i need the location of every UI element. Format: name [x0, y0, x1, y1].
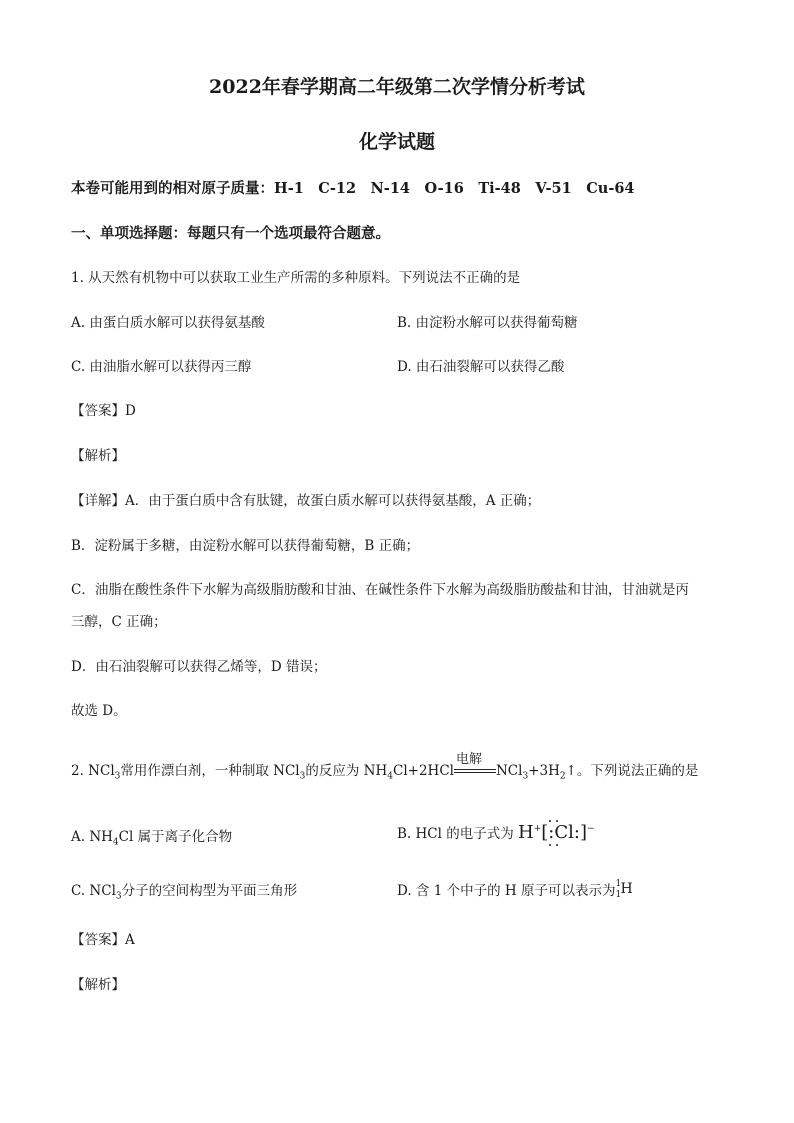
q1-option-a: A. 由蛋白质水解可以获得氨基酸 — [71, 315, 265, 331]
electron-dot — [556, 844, 558, 846]
q1-answer — [71, 399, 136, 419]
atomic-masses-line: 本卷可能用到的相对原子质量：H-1 C-12 N-14 O-16 Ti-48 V-51 Cu-64 — [71, 180, 635, 197]
electron-dot — [556, 820, 558, 822]
q2-stem-part3: Cl+2HCl — [393, 763, 454, 779]
subscript: 4 — [112, 837, 119, 848]
q1-detail-b: B．淀粉属于多糖，由淀粉水解可以获得葡萄糖，B 正确； — [71, 538, 420, 554]
q1-detail-c-line1: C．油脂在酸性条件下水解为高级脂肪酸和甘油、在碱性条件下水解为高级脂肪酸盐和甘油，甘油就是丙 — [71, 582, 689, 598]
equals-line-bottom — [454, 772, 496, 773]
q2-stem-part1: 常用作漂白剂，一种制取 NCl — [120, 763, 300, 779]
q2-answer — [71, 928, 135, 948]
page-title: 2022年春学期高二年级第二次学情分析考试 — [209, 76, 585, 98]
q1-option-d: D. 由石油裂解可以获得乙酸 — [397, 359, 565, 375]
electron-dot — [549, 820, 551, 822]
formula-minus: − — [586, 824, 595, 834]
hydrogen-isotope — [615, 879, 633, 900]
q2-option-c — [71, 879, 298, 902]
section-heading: 一、单项选择题：每题只有一个选项最符合题意。 — [71, 225, 390, 242]
subscript: 3 — [114, 771, 121, 782]
q1-analysis-tag: 【解析】 — [71, 448, 125, 464]
subscript: 3 — [522, 771, 529, 782]
formula-h: H — [518, 822, 534, 843]
answer-tag: 【答案】 — [71, 932, 125, 948]
answer-value: D — [125, 403, 136, 419]
q2-option-c-prefix: C. NCl — [71, 883, 116, 899]
q2-stem-part5: +3H — [528, 763, 560, 779]
q2-stem-part6: ↑。下列说法正确的是 — [565, 763, 699, 779]
hcl-electron-formula — [518, 822, 595, 843]
q2-option-b-text: B. HCl 的电子式为 — [397, 826, 514, 842]
electron-dot — [549, 844, 551, 846]
q2-option-c-suffix: 分子的空间构型为平面三角形 — [121, 883, 298, 899]
subscript: 3 — [115, 891, 122, 902]
formula-plus: + — [533, 824, 542, 834]
reaction-arrow — [454, 751, 496, 779]
answer-value: A — [125, 932, 135, 948]
subscript: 3 — [299, 771, 306, 782]
q2-option-d-text: D. 含 1 个中子的 H 原子可以表示为 — [397, 883, 616, 899]
answer-tag: 【答案】 — [71, 403, 125, 419]
element-symbol: H — [620, 881, 633, 897]
formula-cl: [:Cl:] — [541, 822, 587, 843]
q2-stem — [71, 751, 699, 782]
q2-option-d — [397, 879, 633, 900]
detail-a-text: A．由于蛋白质中含有肽键，故蛋白质水解可以获得氨基酸，A 正确； — [125, 493, 541, 509]
q2-option-b — [397, 822, 595, 843]
q2-stem-part4: NCl — [495, 763, 523, 779]
q1-detail-a — [71, 489, 540, 509]
mass-number: 1 — [615, 879, 622, 889]
q2-analysis-tag: 【解析】 — [71, 977, 125, 993]
q2-stem-part2: 的反应为 NH — [305, 763, 388, 779]
q1-option-c: C. 由油脂水解可以获得丙三醇 — [71, 359, 252, 375]
q2-option-a-suffix: Cl 属于离子化合物 — [118, 829, 233, 845]
q2-option-a — [71, 825, 233, 848]
q1-detail-d: D．由石油裂解可以获得乙烯等，D 错误； — [71, 659, 327, 675]
q1-option-b: B. 由淀粉水解可以获得葡萄糖 — [397, 315, 578, 331]
q2-option-a-prefix: A. NH — [71, 829, 113, 845]
reaction-condition: 电解 — [455, 751, 482, 767]
atomic-number: 1 — [615, 890, 622, 900]
page-subtitle: 化学试题 — [358, 131, 435, 153]
q1-detail-c-line2: 三醇，C 正确； — [71, 614, 167, 630]
q1-conclusion: 故选 D。 — [71, 703, 127, 719]
detail-tag: 【详解】 — [71, 493, 125, 509]
subscript: 4 — [387, 771, 393, 782]
q2-stem-prefix: 2. NCl — [71, 763, 115, 779]
subscript: 2 — [559, 771, 566, 782]
equals-line-top — [454, 769, 496, 770]
q1-stem: 1. 从天然有机物中可以获取工业生产所需的多种原料。下列说法不正确的是 — [71, 270, 521, 286]
